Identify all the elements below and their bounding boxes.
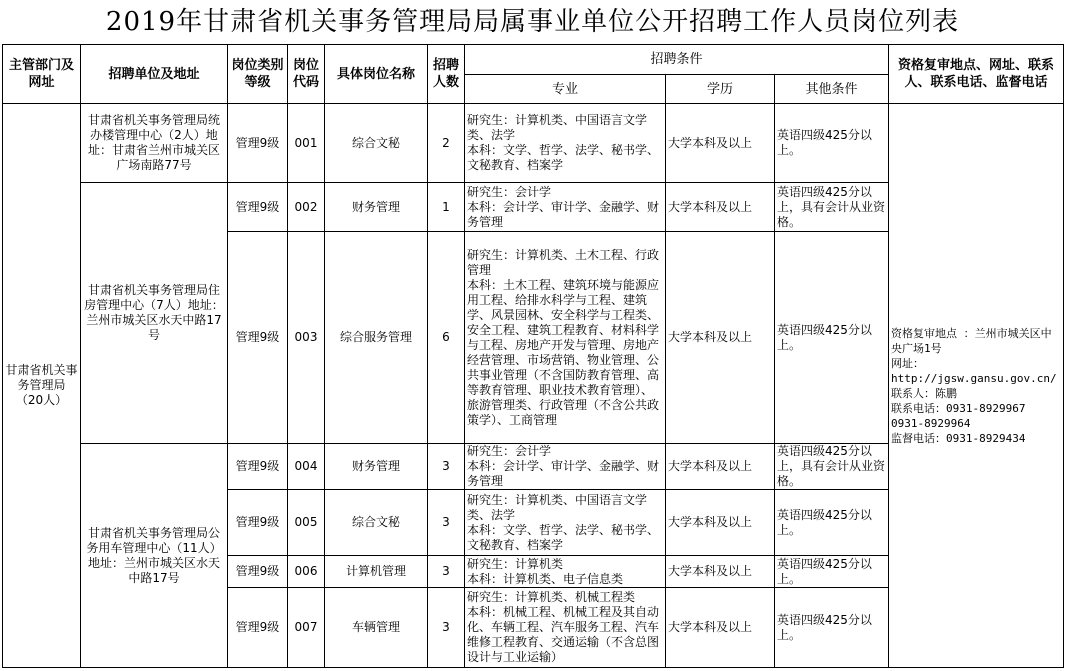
- unit-cell: 甘肃省机关事务管理局统办楼管理中心（2人）地址：甘肃省兰州市城关区广场南路77号: [81, 104, 228, 183]
- count-cell: 3: [428, 444, 465, 490]
- other-cell: 英语四级425分以上。: [775, 588, 889, 668]
- header-category: 岗位类别等级: [228, 45, 288, 104]
- header-position: 具体岗位名称: [325, 45, 428, 104]
- other-cell: 英语四级425分以上。: [775, 490, 889, 556]
- major-cell: 研究生：计算机类、中国语言文学类、法学 本科：文学、哲学、法学、秘书学、文秘教育、档案学: [465, 104, 666, 183]
- education-cell: 大学本科及以上: [666, 490, 775, 556]
- position-cell: 财务管理: [325, 444, 428, 490]
- position-cell: 综合服务管理: [325, 232, 428, 444]
- other-cell: 英语四级425分以上。: [775, 104, 889, 183]
- code-cell: 004: [288, 444, 325, 490]
- header-code: 岗位代码: [288, 45, 325, 104]
- other-cell: 英语四级425分以上，具有会计从业资格。: [775, 183, 889, 232]
- position-cell: 计算机管理: [325, 556, 428, 588]
- education-cell: 大学本科及以上: [666, 556, 775, 588]
- major-cell: 研究生：会计学 本科：会计学、审计学、金融学、财务管理: [465, 444, 666, 490]
- education-cell: 大学本科及以上: [666, 588, 775, 668]
- positions-table: [2, 44, 1064, 668]
- education-cell: 大学本科及以上: [666, 444, 775, 490]
- major-cell: 研究生：计算机类 本科：计算机类、电子信息类: [465, 556, 666, 588]
- code-cell: 003: [288, 232, 325, 444]
- category-cell: 管理9级: [228, 183, 288, 232]
- category-cell: 管理9级: [228, 232, 288, 444]
- header-count: 招聘人数: [428, 45, 465, 104]
- count-cell: 3: [428, 490, 465, 556]
- major-cell: 研究生：计算机类、机械工程类 本科：机械工程、机械工程及其自动化、车辆工程、汽车服务工程、汽车维修工程教育、交通运输（不含总图设计与工业运输）: [465, 588, 666, 668]
- page-title: 2019年甘肃省机关事务管理局局属事业单位公开招聘工作人员岗位列表: [105, 7, 960, 37]
- education-cell: 大学本科及以上: [666, 232, 775, 444]
- category-cell: 管理9级: [228, 104, 288, 183]
- table-row: [3, 104, 1064, 183]
- count-cell: 3: [428, 556, 465, 588]
- header-education: 学历: [666, 75, 775, 104]
- count-cell: 1: [428, 183, 465, 232]
- header-contact: 资格复审地点、网址、联系人、联系电话、监督电话: [889, 45, 1064, 104]
- header-major: 专业: [465, 75, 666, 104]
- category-cell: 管理9级: [228, 444, 288, 490]
- code-cell: 007: [288, 588, 325, 668]
- major-cell: 研究生：会计学 本科：会计学、审计学、金融学、财务管理: [465, 183, 666, 232]
- header-conditions: 招聘条件: [465, 45, 889, 75]
- contact-cell: 资格复审地点 ：兰州市城关区中央广场1号 网址：http://jgsw.gansu.gov.cn/ 联系人：陈鹏 联系电话：0931-8929967 0931-8929964 监督电话：0931-8929434: [889, 104, 1064, 668]
- education-cell: 大学本科及以上: [666, 183, 775, 232]
- count-cell: 2: [428, 104, 465, 183]
- category-cell: 管理9级: [228, 556, 288, 588]
- code-cell: 002: [288, 183, 325, 232]
- major-cell: 研究生：计算机类、中国语言文学类、法学 本科：文学、哲学、法学、秘书学、文秘教育、档案学: [465, 490, 666, 556]
- position-cell: 车辆管理: [325, 588, 428, 668]
- major-cell: 研究生：计算机类、土木工程、行政管理 本科：土木工程、建筑环境与能源应用工程、给排水科学与工程、建筑学、风景园林、安全科学与工程类、安全工程、建筑工程教育、材料科学与工程、房地产开发与管理、房地产经营管理、市场营销、物业管理、公共事业管理（不含国防教育管理、高等教育管理、职业技术教育管理）、旅游管理类、行政管理（不含公共政策学）、工商管理: [465, 232, 666, 444]
- header-dept: 主管部门及网址: [3, 45, 81, 104]
- category-cell: 管理9级: [228, 588, 288, 668]
- education-cell: 大学本科及以上: [666, 104, 775, 183]
- unit-cell: 甘肃省机关事务管理局住房管理中心（7人）地址：兰州市城关区水天中路17号: [81, 183, 228, 444]
- other-cell: 英语四级425分以上。: [775, 232, 889, 444]
- position-cell: 综合文秘: [325, 490, 428, 556]
- code-cell: 005: [288, 490, 325, 556]
- dept-cell: 甘肃省机关事务管理局（20人）: [3, 104, 81, 668]
- count-cell: 3: [428, 588, 465, 668]
- unit-cell: 甘肃省机关事务管理局公务用车管理中心（11人）地址：兰州市城关区水天中路17号: [81, 444, 228, 668]
- other-cell: 英语四级425分以上，具有会计从业资格。: [775, 444, 889, 490]
- position-cell: 综合文秘: [325, 104, 428, 183]
- count-cell: 6: [428, 232, 465, 444]
- header-unit: 招聘单位及地址: [81, 45, 228, 104]
- category-cell: 管理9级: [228, 490, 288, 556]
- code-cell: 001: [288, 104, 325, 183]
- other-cell: 英语四级425分以上。: [775, 556, 889, 588]
- code-cell: 006: [288, 556, 325, 588]
- position-cell: 财务管理: [325, 183, 428, 232]
- header-other: 其他条件: [775, 75, 889, 104]
